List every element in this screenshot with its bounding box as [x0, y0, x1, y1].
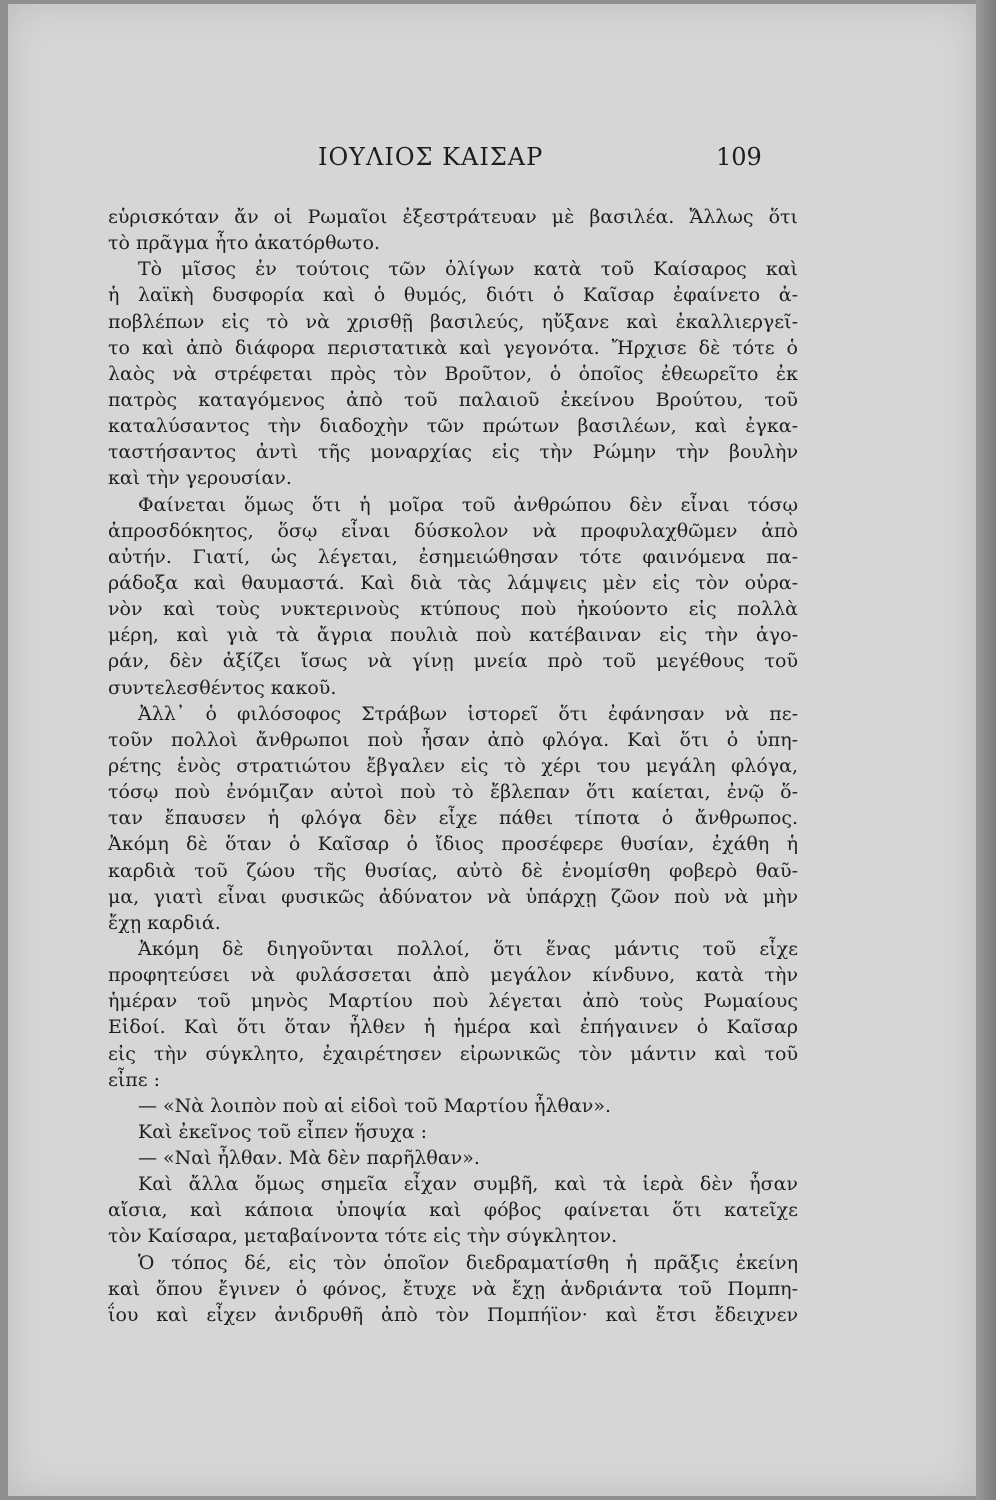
text-line: το καὶ ἀπὸ διάφορα περιστατικὰ καὶ γεγονότα. Ἤρχισε δὲ τότε ὁ	[108, 336, 798, 359]
text-line: Τὸ μῖσος ἐν τούτοις τῶν ὀλίγων κατὰ τοῦ Καίσαρος καὶ	[138, 258, 798, 281]
text-line: μα, γιατὶ εἶναι φυσικῶς ἀδύνατον νὰ ὑπάρχῃ ζῶον ποὺ νὰ μὴν	[108, 885, 798, 908]
text-line: ποβλέπων εἰς τὸ νὰ χρισθῇ βασιλεύς, ηὔξανε καὶ ἐκαλλιεργεῖ-	[108, 310, 798, 333]
text-line: ἡ λαϊκὴ δυσφορία καὶ ὁ θυμός, διότι ὁ Καῖσαρ ἐφαίνετο ἀ-	[108, 284, 798, 307]
text-line: ἔχῃ καρδιά.	[108, 911, 221, 934]
text-line: Ἀκόμη δὲ διηγοῦνται πολλοί, ὅτι ἕνας μάντις τοῦ εἶχε	[138, 937, 798, 960]
text-line: εὑρισκόταν ἄν οἱ Ρωμαῖοι ἐξεστράτευαν μὲ βασιλέα. Ἄλλως ὅτι	[108, 206, 798, 228]
text-line: Φαίνεται ὅμως ὅτι ἡ μοῖρα τοῦ ἀνθρώπου δὲν εἶναι τόσῳ	[138, 493, 798, 516]
text-line: καταλύσαντος τὴν διαδοχὴν τῶν πρώτων βασιλέων, καὶ ἐγκα-	[108, 415, 798, 438]
text-line: — «Νὰ λοιπὸν ποὺ αἱ εἰδοὶ τοῦ Μαρτίου ἦλθαν».	[138, 1094, 611, 1117]
text-line: πατρὸς καταγόμενος ἀπὸ τοῦ παλαιοῦ ἐκείνου Βρούτου, τοῦ	[108, 388, 798, 411]
text-line: συντελεσθέντος κακοῦ.	[108, 676, 337, 699]
text-line: Καὶ ἄλλα ὅμως σημεῖα εἶχαν συμβῆ, καὶ τὰ ἱερὰ δὲν ἦσαν	[138, 1173, 798, 1196]
text-line: Καὶ ἐκεῖνος τοῦ εἶπεν ἥσυχα :	[138, 1120, 427, 1143]
page-header	[0, 143, 996, 179]
text-line: Ἀκόμη δὲ ὅταν ὁ Καῖσαρ ὁ ἴδιος προσέφερε θυσίαν, ἐχάθη ἡ	[108, 833, 798, 856]
text-line: ράν, δὲν ἀξίζει ἴσως νὰ γίνῃ μνεία πρὸ τοῦ μεγέθους τοῦ	[108, 650, 798, 673]
text-line: νὸν καὶ τοὺς νυκτερινοὺς κτύπους ποὺ ἠκούοντο εἰς πολλὰ	[108, 598, 798, 621]
text-line: καρδιὰ τοῦ ζώου τῆς θυσίας, αὐτὸ δὲ ἐνομίσθη φοβερὸ θαῦ-	[108, 859, 798, 882]
text-line: ἡμέραν τοῦ μηνὸς Μαρτίου ποὺ λέγεται ἀπὸ τοὺς Ρωμαίους	[108, 990, 798, 1013]
text-line: μέρη, καὶ γιὰ τὰ ἄγρια πουλιὰ ποὺ κατέβαιναν εἰς τὴν ἀγο-	[108, 624, 798, 647]
text-line: ΐου καὶ εἶχεν ἀνιδρυθῆ ἀπὸ τὸν Πομπήϊον· καὶ ἔτσι ἔδειχνεν	[108, 1303, 798, 1326]
text-line: ταστήσαντος ἀντὶ τῆς μοναρχίας εἰς τὴν Ρώμην τὴν βουλὴν	[108, 441, 798, 464]
running-title: ΙΟΥΛΙΟΣ ΚΑΙΣΑΡ	[318, 143, 544, 171]
text-line: τόσῳ ποὺ ἐνόμιζαν αὐτοὶ ποὺ τὸ ἔβλεπαν ὅτι καίεται, ἐνῷ ὅ-	[108, 781, 798, 804]
body-text	[108, 204, 798, 1328]
text-line: λαὸς νὰ στρέφεται πρὸς τὸν Βροῦτον, ὁ ὁποῖος ἐθεωρεῖτο ἐκ	[108, 362, 798, 385]
text-line: τὸν Καίσαρα, μεταβαίνοντα τότε εἰς τὴν σύγκλητον.	[108, 1225, 618, 1248]
text-line: καὶ τὴν γερουσίαν.	[108, 467, 292, 490]
text-line: ρέτης ἑνὸς στρατιώτου ἔβγαλεν εἰς τὸ χέρι του μεγάλη φλόγα,	[108, 754, 798, 777]
text-line: Εἰδοί. Καὶ ὅτι ὅταν ἦλθεν ἡ ἡμέρα καὶ ἐπήγαινεν ὁ Καῖσαρ	[108, 1016, 798, 1039]
text-line: Ὁ τόπος δέ, εἰς τὸν ὁποῖον διεδραματίσθη ἡ πρᾶξις ἐκείνη	[138, 1251, 798, 1274]
text-line: Ἀλλ᾽ ὁ φιλόσοφος Στράβων ἱστορεῖ ὅτι ἐφάνησαν νὰ πε-	[138, 702, 798, 725]
text-line: ράδοξα καὶ θαυμαστά. Καὶ διὰ τὰς λάμψεις μὲν εἰς τὸν οὐρα-	[108, 571, 798, 594]
text-line: τοῦν πολλοὶ ἄνθρωποι ποὺ ἦσαν ἀπὸ φλόγα. Καὶ ὅτι ὁ ὑπη-	[108, 728, 798, 751]
text-line: αἴσια, καὶ κάποια ὑποψία καὶ φόβος φαίνεται ὅτι κατεῖχε	[108, 1199, 798, 1222]
page-number: 109	[716, 143, 762, 171]
text-line: αὐτήν. Γιατί, ὡς λέγεται, ἐσημειώθησαν τότε φαινόμενα πα-	[108, 545, 798, 568]
text-line: τὸ πρᾶγμα ἦτο ἀκατόρθωτο.	[108, 232, 381, 255]
text-line: προφητεύσει νὰ φυλάσσεται ἀπὸ μεγάλον κίνδυνο, κατὰ τὴν	[108, 964, 798, 987]
text-line: ταν ἔπαυσεν ἡ φλόγα δὲν εἶχε πάθει τίποτα ὁ ἄνθρωπος.	[108, 807, 798, 830]
text-line: καὶ ὅπου ἔγινεν ὁ φόνος, ἔτυχε νὰ ἔχῃ ἀνδριάντα τοῦ Πομπη-	[108, 1277, 798, 1300]
text-line: ἀπροσδόκητος, ὅσῳ εἶναι δύσκολον νὰ προφυλαχθῶμεν ἀπὸ	[108, 519, 798, 542]
text-line: — «Ναὶ ἦλθαν. Μὰ δὲν παρῆλθαν».	[138, 1147, 480, 1170]
page-edge	[976, 0, 996, 1500]
text-line: εἶπε :	[108, 1068, 161, 1091]
text-line: εἰς τὴν σύγκλητο, ἐχαιρέτησεν εἰρωνικῶς τὸν μάντιν καὶ τοῦ	[108, 1042, 798, 1065]
